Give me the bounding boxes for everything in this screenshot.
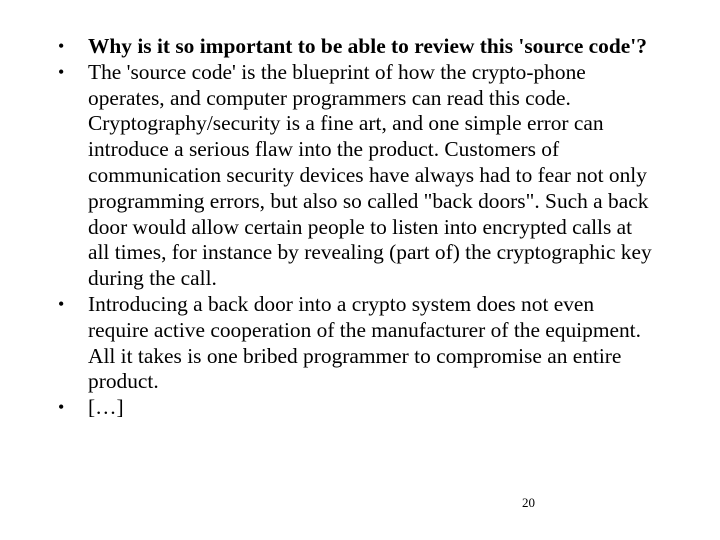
bullet-list — [58, 34, 658, 421]
bullet-text: Introducing a back door into a crypto system does not even require active cooperation of the manufacturer of the equipment. All it takes is one bribed programmer to compromise an entire product. — [88, 291, 641, 394]
page-number: 20 — [522, 495, 535, 510]
bullet-marker-icon: • — [58, 36, 65, 56]
bullet-item-source-code — [58, 60, 658, 292]
bullet-item-back-door — [58, 292, 658, 395]
bullet-item-question — [58, 34, 658, 60]
bullet-marker-icon: • — [58, 293, 65, 314]
bullet-marker-icon: • — [58, 397, 65, 418]
bullet-text: The 'source code' is the blueprint of how the crypto-phone operates, and computer programmers can read this code. Cryptography/security is a fine art, and one simple error can introduce a serious flaw into the product. Customers of communication security devices have always had to fear not only programming errors, but also so called "back doors". Such a back door would allow certain people to listen into encrypted calls at all times, for instance by revealing (part of) the cryptographic key during the call. — [88, 59, 652, 291]
bullet-text: Why is it so important to be able to review this 'source code'? — [88, 34, 647, 58]
bullet-marker-icon: • — [58, 61, 65, 82]
bullet-item-ellipsis — [58, 395, 658, 421]
bullet-text: […] — [88, 395, 124, 420]
